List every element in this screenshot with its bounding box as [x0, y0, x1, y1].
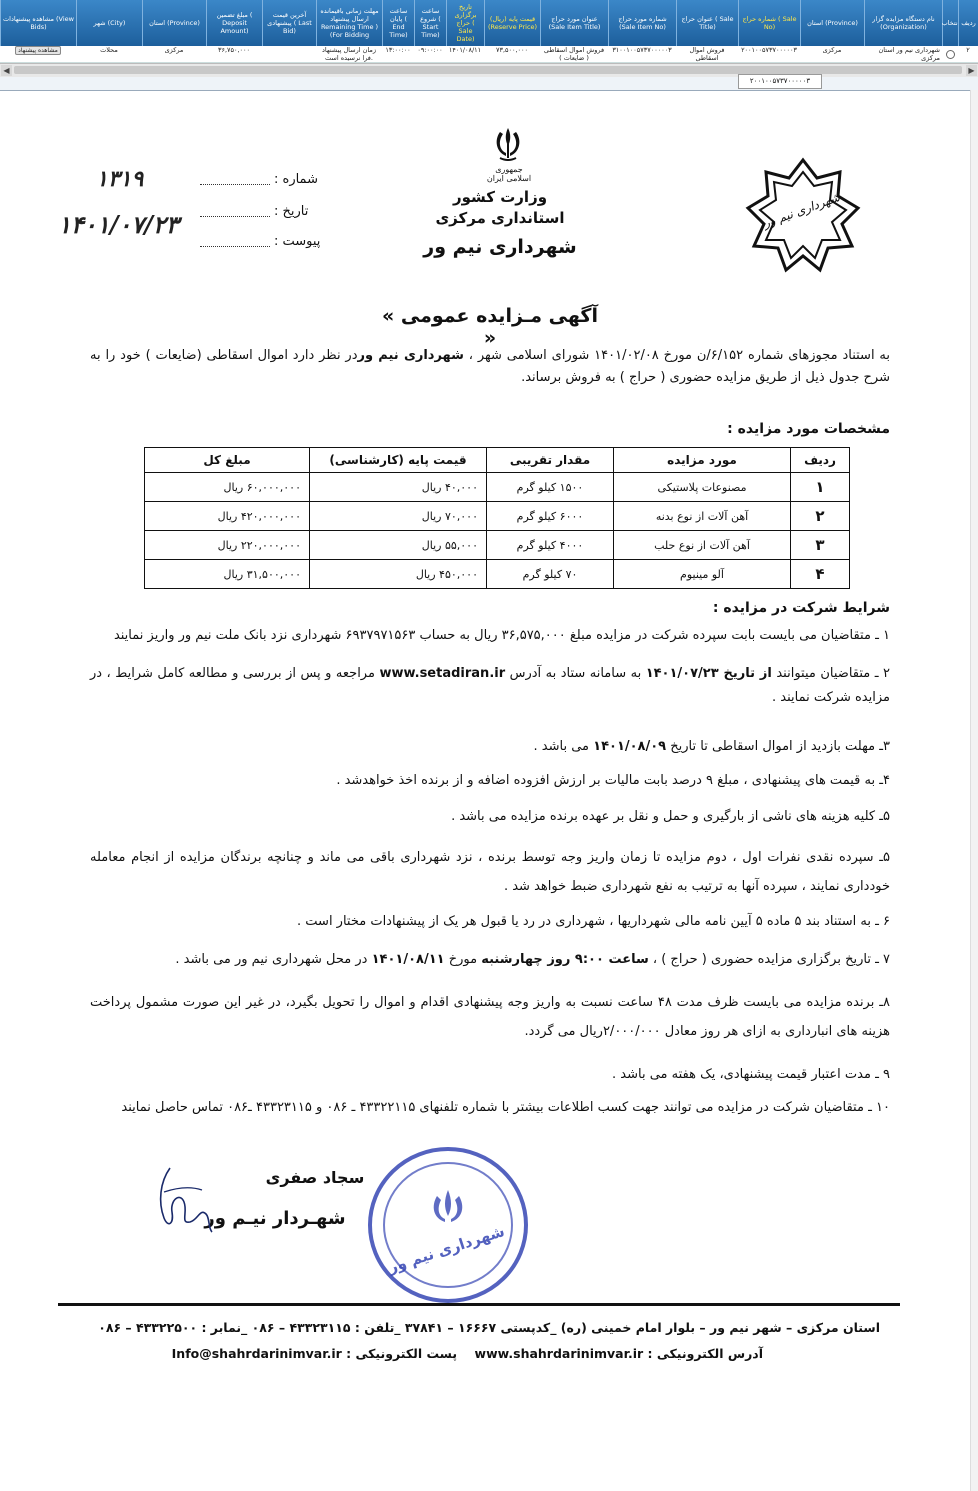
cell-tooltip: ۲۰۰۱۰۰۵۷۳۷۰۰۰۰۰۳: [738, 74, 822, 89]
number-field: [200, 172, 318, 187]
condition-5b: ۵ـ سپرده نقدی نفرات اول ، دوم مزایده تا زمان واریز وجه توسط برنده ، نزد شهرداری باقی می ماند و چنانچه برندگان مزایده از انجام معامله خودداری نمایند ، سپرده آنها به ترتیب به نفع شهرداری ضبط خواهد شد .: [90, 850, 890, 894]
signer-name: سجاد صفری: [265, 1168, 365, 1187]
cell-province-2: مرکزی: [164, 46, 184, 54]
cell-item-no: ۳۱۰۰۱۰۰۵۷۳۷۰۰۰۰۰۳: [612, 46, 672, 54]
col-city[interactable]: شهر (City): [76, 0, 142, 46]
scroll-left-icon[interactable]: ◀: [1, 65, 12, 76]
attachment-field: [200, 234, 320, 249]
th-price: قیمت پایه (کارشناسی): [310, 448, 487, 473]
table-row[interactable]: [0, 46, 978, 63]
intro-bold: شهرداری نیم ور: [357, 348, 464, 363]
col-index: ردیف: [958, 0, 978, 46]
table-row: ۳ آهن آلات از نوع حلب ۴۰۰۰ کیلو گرم ۵۵,۰۰۰ ریال ۲۲۰,۰۰۰,۰۰۰ ریال: [145, 531, 850, 560]
col-sale-title[interactable]: عنوان حراج ( Sale Title): [676, 0, 738, 46]
col-remaining-time[interactable]: مهلت زمانی باقیمانده ارسال پیشنهاد Remaining Time ) (For Bidding: [316, 0, 382, 46]
th-no: ردیف: [791, 448, 850, 473]
municipality-logo: [742, 156, 864, 278]
table-header-row: [145, 448, 850, 473]
footer-email-link[interactable]: Info@shahrdarinimvar.ir: [171, 1346, 342, 1361]
condition-5a: ۵ـ کلیه هزینه های ناشی از بارگیری و حمل و نقل بر عهده برنده مزایده می باشد .: [451, 809, 890, 824]
cell-remaining-time: زمان ارسال پیشنهاد فرا نرسیده است.: [321, 46, 376, 62]
number-label: شماره :: [274, 172, 318, 187]
date-value: ۱۴۰۱/۰۷/۲۳: [58, 210, 179, 239]
cell-end-time: ۱۳:۰۰:۰۰: [385, 46, 411, 54]
col-end-time[interactable]: ساعت پایان ( End Time): [382, 0, 414, 46]
condition-1: ۱ ـ متقاضیان می بایست بابت سپرده شرکت در مزایده مبلغ ۳۶,۵۷۵,۰۰۰ ریال به حساب ۶۹۳۷۹۷۱۵۶۳ شهرداری نزد بانک ملت نیم ور واریز نمایند: [113, 628, 890, 643]
col-sale-date[interactable]: تاریخ برگزاری حراج ( Sale Date): [446, 0, 484, 46]
col-start-time[interactable]: ساعت شروع ( Start Time): [414, 0, 446, 46]
condition-6: ۶ ـ به استناد بند ۵ ماده ۵ آیین نامه مالی شهرداریها ، شهرداری در رد یا قبول هر یک از پیشنهادات مختار است .: [297, 914, 890, 929]
cell-city: محلات: [100, 46, 118, 54]
col-last-bid[interactable]: آخرین قیمت پیشنهادی ( Last Bid): [262, 0, 316, 46]
number-value: ۱۳۱۹: [96, 166, 144, 192]
cell-item-title: فروش اموال اسقاطی ( ضایعات ): [543, 46, 605, 62]
cell-sale-title: فروش اموال اسقاطی: [689, 46, 725, 62]
footer-address: استان مرکزی – شهر نیم ور – بلوار امام خمینی (ره) _کدپستی ۱۶۶۶۷ – ۳۷۸۴۱ _تلفن : ۴۳۳۲۳۱۱۵ – ۰۸۶ _نمابر : ۴۳۳۲۲۵۰۰ – ۰۸۶: [98, 1320, 880, 1335]
condition-3: ۳ـ مهلت بازدید از اموال اسقاطی تا تاریخ ۱۴۰۱/۰۸/۰۹ می باشد .: [533, 739, 890, 754]
col-item-title[interactable]: عنوان مورد حراج (Sale Item Title): [540, 0, 608, 46]
auction-grid: [0, 0, 978, 91]
col-item-no[interactable]: شماره مورد حراج (Sale Item No): [608, 0, 676, 46]
horizontal-scrollbar[interactable]: [0, 63, 978, 77]
handwritten-signature: [150, 1162, 215, 1242]
page-title: « آگهی مـزایده عمومی »: [382, 305, 598, 349]
date-field: [200, 204, 308, 219]
stamp-text: شهرداری نیم ور: [386, 1221, 507, 1277]
cell-province: مرکزی: [822, 46, 842, 54]
cell-sale-no[interactable]: ۲۰۰۱۰۰۵۷۳۷۰۰۰۰۰۳: [741, 46, 797, 54]
official-stamp: [363, 1142, 533, 1308]
col-deposit[interactable]: مبلغ تضمین ( Deposit Amount): [206, 0, 262, 46]
attachment-label: پیوست :: [274, 234, 321, 249]
ministry-heading: وزارت کشور: [452, 188, 548, 206]
iri-text: جمهوری اسلامی ایران: [486, 165, 532, 183]
th-total: مبلغ کل: [145, 448, 310, 473]
table-row: ۴ آلو مینیوم ۷۰ کیلو گرم ۴۵۰,۰۰۰ ریال ۳۱,۵۰۰,۰۰۰ ریال: [145, 560, 850, 589]
grid-header: [0, 0, 978, 46]
cell-sale-date: ۱۴۰۱/۰۸/۱۱: [448, 46, 482, 54]
condition-9: ۹ ـ مدت اعتبار قیمت پیشنهادی، یک هفته می باشد .: [612, 1067, 890, 1082]
scroll-thumb[interactable]: [14, 66, 962, 74]
row-select-radio[interactable]: [946, 50, 955, 59]
condition-2: ۲ ـ متقاضیان میتوانند از تاریخ ۱۴۰۱/۰۷/۲۳ به سامانه ستاد به آدرس www.setadiran.ir مراجعه و پس از بررسی و مطالعه کامل شرایط ، در مزایده شرکت نمایند .: [90, 666, 890, 705]
vertical-scrollbar[interactable]: [970, 90, 978, 1491]
conditions-title: شرایط شرکت در مزایده :: [712, 600, 890, 616]
cell-deposit: ۳۶,۷۵۰,۰۰۰: [217, 46, 251, 54]
th-qty: مقدار تقریبی: [487, 448, 614, 473]
col-province-2[interactable]: استان (Province): [142, 0, 206, 46]
logo-text: شهرداری نیم ور: [761, 189, 842, 231]
condition-4: ۴ـ به قیمت های پیشنهادی ، مبلغ ۹ درصد بابت مالیات بر ارزش افزوده اضافه و از برنده اخذ خواهدشد .: [336, 773, 890, 788]
view-bids-button[interactable]: مشاهده پیشنهاد: [15, 46, 61, 55]
th-item: مورد مزایده: [614, 448, 791, 473]
condition-7: ۷ ـ تاریخ برگزاری مزایده حضوری ( حراج ) ، ساعت ۹:۰۰ روز چهارشنبه مورخ ۱۴۰۱/۰۸/۱۱ در محل شهرداری نیم ور می باشد .: [175, 952, 890, 967]
specs-title: مشخصات مورد مزایده :: [727, 421, 890, 437]
col-organization[interactable]: نام دستگاه مزایده گزار (Organization): [864, 0, 942, 46]
governorate-heading: استانداری مرکزی: [435, 209, 565, 227]
col-view-bids[interactable]: مشاهده پیشنهادات (View Bids): [0, 0, 76, 46]
cell-index: ۲: [966, 46, 970, 54]
cell-last-bid: [262, 46, 316, 62]
specs-table: [144, 447, 850, 589]
table-row: ۲ آهن آلات از نوع بدنه ۶۰۰۰ کیلو گرم ۷۰,۰۰۰ ریال ۴۲۰,۰۰۰,۰۰۰ ریال: [145, 502, 850, 531]
footer-website-link[interactable]: www.shahrdarinimvar.ir: [474, 1346, 644, 1361]
condition-10: ۱۰ ـ متقاضیان شرکت در مزایده می توانند جهت کسب اطلاعات بیشتر با شماره تلفنهای ۴۳۳۲۲۱۱۵ ـ ۰۸۶ و ۴۳۳۲۳۱۱۵ ـ۰۸۶ تماس حاصل نمایند: [121, 1100, 890, 1115]
municipality-heading: شهرداری نیم ور: [423, 236, 577, 258]
scroll-right-icon[interactable]: ▶: [966, 65, 977, 76]
footer-contacts: آدرس الکترونیکی : www.shahrdarinimvar.ir پست الکترونیکی : Info@shahrdarinimvar.ir: [171, 1346, 763, 1361]
condition-8: ۸ـ برنده مزایده می بایست ظرف مدت ۴۸ ساعت نسبت به واریز وجه پیشنهادی اقدام و اموال را تحویل بگیرد، در غیر این صورت مشمول پرداخت هزینه های انبارداری به ازای هر روز معادل ۲/۰۰۰/۰۰۰ریال می گردد.: [90, 995, 890, 1039]
col-reserve-price[interactable]: قیمت پایه (ریال) (Reserve Price): [484, 0, 540, 46]
footer-divider: [58, 1303, 900, 1306]
cell-reserve-price: ۷۳,۵۰۰,۰۰۰: [495, 46, 529, 54]
cell-start-time: ۰۹:۰۰:۰۰: [417, 46, 443, 54]
date-label: تاریخ :: [274, 204, 309, 219]
iran-emblem-icon: [488, 124, 528, 164]
col-sale-no[interactable]: شماره حراج ( Sale No): [738, 0, 800, 46]
table-row: ۱ مصنوعات پلاستیکی ۱۵۰۰ کیلو گرم ۴۰,۰۰۰ ریال ۶۰,۰۰۰,۰۰۰ ریال: [145, 473, 850, 502]
signer-title: شهـردار نیـم ور: [204, 1208, 346, 1229]
intro-paragraph: به استناد مجوزهای شماره ۶/۱۵۲/ن مورخ ۱۴۰۱/۰۲/۰۸ شورای اسلامی شهر ، شهرداری نیم وردر نظر دارد اموال اسقاطی (ضایعات ) خود را به شرح جدول ذیل از طریق مزایده حضوری ( حراج ) به فروش برساند.: [90, 348, 890, 385]
col-select: انتخاب: [942, 0, 958, 46]
cell-organization: شهرداری نیم ور استان مرکزی: [878, 46, 940, 62]
setad-link[interactable]: www.setadiran.ir: [379, 666, 506, 681]
col-province[interactable]: استان (Province): [800, 0, 864, 46]
